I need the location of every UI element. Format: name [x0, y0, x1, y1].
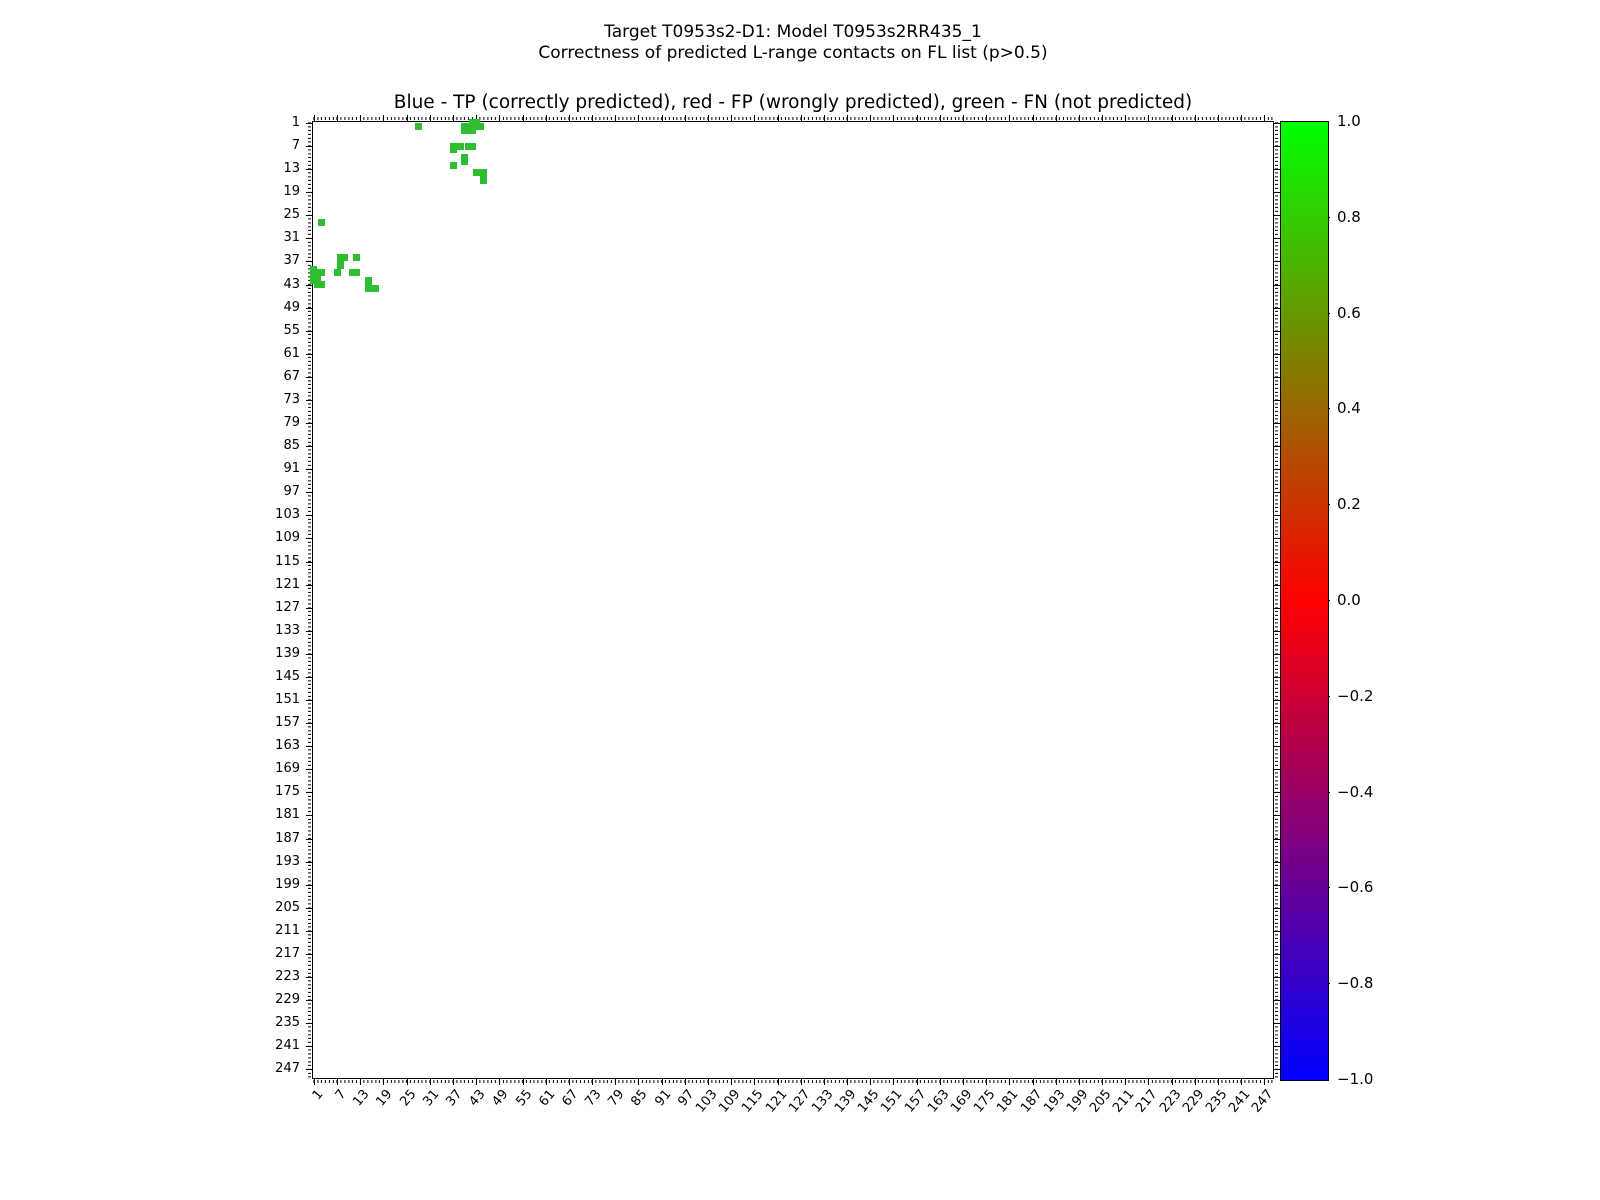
x-major-tick: [337, 1079, 338, 1085]
x-major-tick: [407, 1079, 408, 1085]
y-major-tick: [306, 746, 312, 747]
x-major-tick: [731, 1079, 732, 1085]
figure-title-line2: Correctness of predicted L-range contacts on FL list (p>0.5): [538, 43, 1048, 63]
y-major-tick: [306, 839, 312, 840]
y-tick-label: 55: [283, 322, 300, 338]
x-tick-label: 103: [693, 1087, 721, 1116]
colorbar-tick-label: 0.4: [1337, 399, 1361, 418]
x-major-tick: [638, 115, 639, 121]
x-major-tick: [1079, 1079, 1080, 1085]
contact-point-fn: [450, 146, 457, 153]
x-major-tick: [1241, 1079, 1242, 1085]
contact-point-fn: [334, 269, 341, 276]
y-major-tick: [306, 192, 312, 193]
y-major-tick: [306, 169, 312, 170]
x-major-tick: [1195, 1079, 1196, 1085]
x-major-tick: [1218, 1079, 1219, 1085]
x-major-tick: [963, 1079, 964, 1085]
x-major-tick: [801, 1079, 802, 1085]
x-major-tick: [1148, 1079, 1149, 1085]
y-tick-label: 109: [275, 530, 300, 546]
colorbar-tick-label: −0.8: [1337, 974, 1374, 993]
x-tick-label: 205: [1087, 1087, 1115, 1116]
y-major-tick: [306, 215, 312, 216]
x-major-tick: [963, 115, 964, 121]
y-tick-label: 205: [275, 899, 300, 915]
x-major-tick: [499, 1079, 500, 1085]
x-tick-label: 241: [1226, 1087, 1254, 1116]
y-major-tick: [306, 608, 312, 609]
contact-point-fn: [450, 162, 457, 169]
x-major-tick: [1241, 115, 1242, 121]
y-tick-label: 19: [283, 184, 300, 200]
x-tick-label: 127: [785, 1087, 814, 1116]
y-major-tick: [306, 354, 312, 355]
colorbar-tick-label: 0.8: [1337, 207, 1361, 226]
x-axis-minor-ticks-bottom: [312, 1080, 1274, 1083]
x-major-tick: [360, 115, 361, 121]
x-major-tick: [592, 115, 593, 121]
x-tick-label: 19: [373, 1087, 396, 1110]
x-major-tick: [847, 115, 848, 121]
y-major-tick: [306, 562, 312, 563]
x-major-tick: [940, 1079, 941, 1085]
x-major-tick: [754, 115, 755, 121]
x-major-tick: [546, 115, 547, 121]
x-tick-label: 247: [1249, 1087, 1277, 1116]
x-major-tick: [1056, 1079, 1057, 1085]
y-tick-label: 241: [275, 1038, 300, 1054]
x-tick-label: 139: [832, 1087, 860, 1116]
x-major-tick: [917, 115, 918, 121]
x-major-tick: [778, 1079, 779, 1085]
y-tick-label: 181: [275, 807, 300, 823]
x-tick-label: 13: [350, 1087, 373, 1110]
contact-point-fn: [318, 219, 325, 226]
x-major-tick: [638, 1079, 639, 1085]
y-tick-label: 151: [275, 692, 300, 708]
x-major-tick: [615, 115, 616, 121]
y-major-tick: [306, 123, 312, 124]
x-tick-label: 31: [420, 1087, 443, 1110]
x-tick-label: 37: [443, 1087, 466, 1110]
y-tick-label: 85: [283, 438, 300, 454]
x-tick-label: 211: [1110, 1087, 1138, 1116]
x-tick-label: 151: [878, 1087, 906, 1116]
x-major-tick: [708, 1079, 709, 1085]
x-tick-label: 91: [652, 1087, 675, 1110]
x-tick-label: 85: [628, 1087, 651, 1110]
y-major-tick: [306, 492, 312, 493]
contact-point-fn: [353, 269, 360, 276]
y-tick-label: 97: [283, 484, 300, 500]
x-major-tick: [1264, 115, 1265, 121]
colorbar-tick-label: −0.2: [1337, 686, 1374, 705]
y-major-tick: [306, 400, 312, 401]
x-tick-label: 235: [1203, 1087, 1231, 1116]
y-major-tick: [306, 977, 312, 978]
x-major-tick: [940, 115, 941, 121]
contact-point-fn: [469, 127, 476, 134]
x-major-tick: [893, 1079, 894, 1085]
x-major-tick: [430, 1079, 431, 1085]
y-tick-label: 157: [275, 715, 300, 731]
x-major-tick: [499, 115, 500, 121]
x-major-tick: [1148, 115, 1149, 121]
y-axis-minor-ticks-right: [1275, 121, 1278, 1079]
y-tick-label: 187: [275, 830, 300, 846]
y-tick-label: 169: [275, 761, 300, 777]
x-major-tick: [383, 115, 384, 121]
x-major-tick: [824, 115, 825, 121]
y-major-tick: [306, 377, 312, 378]
x-major-tick: [407, 115, 408, 121]
x-major-tick: [870, 1079, 871, 1085]
y-tick-label: 139: [275, 645, 300, 661]
x-major-tick: [1009, 115, 1010, 121]
y-tick-label: 13: [283, 161, 300, 177]
y-major-tick: [306, 1069, 312, 1070]
y-tick-label: 163: [275, 738, 300, 754]
x-tick-label: 187: [1017, 1087, 1046, 1116]
x-tick-label: 109: [716, 1087, 744, 1116]
x-major-tick: [754, 1079, 755, 1085]
y-major-tick: [306, 631, 312, 632]
y-tick-label: 7: [291, 138, 300, 153]
y-major-tick: [306, 423, 312, 424]
y-tick-label: 61: [283, 345, 300, 361]
y-major-tick: [306, 469, 312, 470]
x-major-tick: [523, 115, 524, 121]
x-tick-label: 49: [489, 1087, 512, 1110]
y-major-tick: [306, 538, 312, 539]
contact-point-fn: [318, 281, 325, 288]
y-tick-label: 91: [283, 461, 300, 477]
x-major-tick: [314, 1079, 315, 1085]
x-tick-label: 229: [1179, 1087, 1208, 1116]
x-tick-label: 79: [605, 1087, 628, 1110]
x-major-tick: [314, 115, 315, 121]
x-major-tick: [615, 1079, 616, 1085]
x-major-tick: [1218, 115, 1219, 121]
colorbar-tick-label: 1.0: [1337, 112, 1361, 130]
x-major-tick: [731, 115, 732, 121]
y-major-tick: [306, 862, 312, 863]
x-tick-label: 73: [582, 1087, 605, 1110]
contact-point-fn: [372, 285, 379, 292]
y-tick-label: 73: [283, 391, 300, 407]
y-tick-label: 247: [275, 1061, 300, 1077]
y-tick-label: 217: [275, 945, 300, 961]
y-major-tick: [306, 700, 312, 701]
x-major-tick: [986, 115, 987, 121]
x-major-tick: [708, 115, 709, 121]
x-major-tick: [1102, 1079, 1103, 1085]
x-tick-label: 163: [924, 1087, 953, 1116]
x-tick-label: 169: [948, 1087, 976, 1116]
x-major-tick: [778, 115, 779, 121]
x-major-tick: [383, 1079, 384, 1085]
x-major-tick: [1056, 115, 1057, 121]
x-major-tick: [1033, 115, 1034, 121]
x-tick-label: 7: [332, 1087, 350, 1103]
figure-title-line1: Target T0953s2-D1: Model T0953s2RR435_1: [604, 22, 982, 42]
x-major-tick: [569, 115, 570, 121]
contact-point-fn: [353, 254, 360, 261]
x-tick-label: 175: [971, 1087, 999, 1116]
x-major-tick: [360, 1079, 361, 1085]
x-tick-label: 223: [1156, 1087, 1185, 1116]
contact-point-fn: [477, 123, 484, 130]
x-major-tick: [523, 1079, 524, 1085]
y-tick-label: 193: [275, 853, 300, 869]
y-major-tick: [306, 308, 312, 309]
x-major-tick: [1125, 1079, 1126, 1085]
x-major-tick: [1264, 1079, 1265, 1085]
y-major-tick: [306, 654, 312, 655]
y-major-tick: [306, 677, 312, 678]
x-major-tick: [453, 115, 454, 121]
x-tick-label: 43: [466, 1087, 489, 1110]
y-tick-label: 115: [275, 553, 300, 569]
colorbar-tick-label: −1.0: [1337, 1070, 1374, 1088]
y-tick-label: 43: [283, 276, 300, 292]
y-major-tick: [306, 908, 312, 909]
x-tick-label: 133: [808, 1087, 837, 1116]
x-major-tick: [986, 1079, 987, 1085]
x-tick-label: 67: [559, 1087, 582, 1110]
x-major-tick: [1009, 1079, 1010, 1085]
colorbar-tick-label: 0.0: [1337, 591, 1361, 609]
y-tick-label: 37: [283, 253, 300, 269]
y-tick-label: 67: [283, 368, 300, 384]
contact-point-fn: [415, 123, 422, 130]
x-major-tick: [337, 115, 338, 121]
x-tick-label: 55: [512, 1087, 536, 1110]
y-major-tick: [306, 1023, 312, 1024]
x-major-tick: [893, 115, 894, 121]
y-tick-label: 211: [275, 922, 300, 938]
y-tick-label: 79: [283, 415, 300, 431]
contact-point-fn: [480, 177, 487, 184]
y-tick-label: 223: [275, 969, 300, 985]
y-major-tick: [306, 792, 312, 793]
y-major-tick: [306, 815, 312, 816]
y-tick-label: 133: [275, 622, 300, 638]
y-major-tick: [306, 931, 312, 932]
y-tick-label: 127: [275, 599, 300, 615]
y-major-tick: [306, 285, 312, 286]
x-tick-label: 193: [1040, 1087, 1069, 1116]
x-major-tick: [1102, 115, 1103, 121]
x-major-tick: [1125, 115, 1126, 121]
x-axis-minor-ticks-top: [312, 117, 1274, 120]
y-major-tick: [306, 238, 312, 239]
y-major-tick: [306, 769, 312, 770]
y-major-tick: [306, 885, 312, 886]
y-tick-label: 199: [275, 876, 300, 892]
x-tick-label: 115: [739, 1087, 767, 1116]
x-tick-label: 61: [536, 1087, 559, 1110]
x-tick-label: 121: [762, 1087, 791, 1116]
x-major-tick: [476, 1079, 477, 1085]
y-tick-label: 25: [283, 207, 300, 223]
x-tick-label: 199: [1063, 1087, 1092, 1116]
x-major-tick: [801, 115, 802, 121]
y-major-tick: [306, 1000, 312, 1001]
y-tick-label: 229: [275, 992, 300, 1008]
y-major-tick: [306, 515, 312, 516]
contact-point-fn: [461, 158, 468, 165]
y-tick-label: 121: [275, 576, 300, 592]
y-major-tick: [306, 446, 312, 447]
contact-map-plot-area: [312, 121, 1274, 1079]
axes-title-legend: Blue - TP (correctly predicted), red - FP (wrongly predicted), green - FN (not predicted): [393, 92, 1193, 113]
x-tick-label: 157: [901, 1087, 930, 1116]
colorbar-tick-label: −0.6: [1337, 878, 1374, 897]
x-major-tick: [592, 1079, 593, 1085]
x-tick-label: 145: [855, 1087, 883, 1116]
y-major-tick: [306, 585, 312, 586]
x-major-tick: [824, 1079, 825, 1085]
y-major-tick: [306, 1046, 312, 1047]
colorbar-tick-label: 0.2: [1337, 495, 1361, 514]
y-tick-label: 235: [275, 1015, 300, 1031]
y-major-tick: [306, 954, 312, 955]
x-major-tick: [453, 1079, 454, 1085]
y-tick-label: 145: [275, 668, 300, 684]
y-tick-label: 103: [275, 507, 300, 523]
x-major-tick: [685, 1079, 686, 1085]
y-major-tick: [306, 261, 312, 262]
x-major-tick: [662, 115, 663, 121]
x-major-tick: [546, 1079, 547, 1085]
y-tick-label: 49: [283, 299, 300, 315]
x-major-tick: [685, 115, 686, 121]
x-major-tick: [569, 1079, 570, 1085]
x-major-tick: [1172, 1079, 1173, 1085]
x-major-tick: [870, 115, 871, 121]
y-tick-label: 1: [291, 114, 300, 130]
x-tick-label: 97: [675, 1087, 698, 1110]
y-major-tick: [306, 146, 312, 147]
y-major-tick: [306, 331, 312, 332]
colorbar-tick-label: −0.4: [1337, 782, 1374, 801]
x-major-tick: [430, 115, 431, 121]
x-major-tick: [1172, 115, 1173, 121]
y-major-tick: [306, 723, 312, 724]
x-major-tick: [1079, 115, 1080, 121]
x-major-tick: [847, 1079, 848, 1085]
colorbar-tick-label: 0.6: [1337, 303, 1361, 322]
x-major-tick: [1033, 1079, 1034, 1085]
colorbar: [1280, 121, 1329, 1081]
x-tick-label: 217: [1133, 1087, 1161, 1116]
contact-point-fn: [469, 143, 476, 150]
x-major-tick: [662, 1079, 663, 1085]
x-tick-label: 25: [397, 1087, 420, 1110]
contact-point-fn: [457, 143, 464, 150]
x-tick-label: 1: [309, 1087, 327, 1103]
y-tick-label: 175: [275, 784, 300, 800]
x-major-tick: [917, 1079, 918, 1085]
x-major-tick: [1195, 115, 1196, 121]
x-tick-label: 181: [994, 1087, 1022, 1116]
contact-point-fn: [337, 262, 344, 269]
y-tick-label: 31: [283, 230, 300, 246]
